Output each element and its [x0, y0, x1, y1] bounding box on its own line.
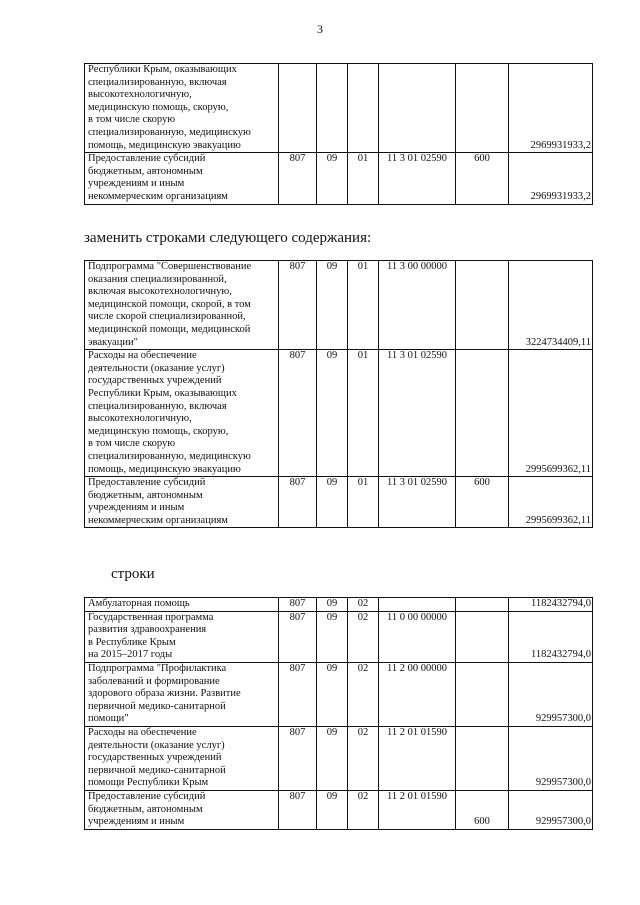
row-name: Подпрограмма "Совершенствование оказания специализированной, включая высокотехнологичную, медицинской помощи, скорой, в том числе скорой специализированной, медицинской помощи, медицинской эвакуации"	[85, 261, 279, 350]
row-name: Предоставление субсидий бюджетным, автономным учреждениям и иным некоммерческим организациям	[85, 153, 279, 204]
row-expense-type-code	[456, 611, 509, 662]
row-subsection-code	[348, 64, 379, 153]
row-expense-type-code: 600	[456, 153, 509, 204]
budget-table-next-rows	[84, 597, 593, 830]
row-target-article-code: 11 3 00 00000	[379, 261, 456, 350]
row-ministry-code: 807	[279, 350, 317, 477]
row-ministry-code: 807	[279, 662, 317, 726]
rows-caption: строки	[111, 566, 155, 582]
row-subsection-code: 02	[348, 726, 379, 790]
row-section-code: 09	[317, 662, 348, 726]
table-row	[85, 153, 593, 204]
table-row	[85, 662, 593, 726]
row-target-article-code: 11 3 01 02590	[379, 153, 456, 204]
table-row	[85, 64, 593, 153]
replace-caption: заменить строками следующего содержания:	[84, 230, 372, 246]
table-row	[85, 790, 593, 829]
row-expense-type-code	[456, 662, 509, 726]
row-amount: 1182432794,0	[509, 611, 593, 662]
row-name: Расходы на обеспечение деятельности (оказание услуг) государственных учреждений первичной медико-санитарной помощи Республики Крым	[85, 726, 279, 790]
row-name: Предоставление субсидий бюджетным, автономным учреждениям и иным	[85, 790, 279, 829]
row-section-code	[317, 64, 348, 153]
table-row	[85, 261, 593, 350]
row-subsection-code: 01	[348, 153, 379, 204]
row-name: Расходы на обеспечение деятельности (оказание услуг) государственных учреждений Республики Крым, оказывающих специализированную, включая высокотехнологичную, медицинскую помощь, скорую, в том числе скорую специализированную, медицинскую помощь, медицинскую эвакуацию	[85, 350, 279, 477]
row-name: Государственная программа развития здравоохранения в Республике Крым на 2015–2017 годы	[85, 611, 279, 662]
row-amount: 2995699362,11	[509, 350, 593, 477]
table-row	[85, 477, 593, 528]
row-expense-type-code: 600	[456, 790, 509, 829]
row-subsection-code: 02	[348, 662, 379, 726]
row-expense-type-code: 600	[456, 477, 509, 528]
row-amount: 3224734409,11	[509, 261, 593, 350]
table-row	[85, 598, 593, 612]
row-amount: 929957300,0	[509, 662, 593, 726]
row-ministry-code: 807	[279, 726, 317, 790]
row-amount: 929957300,0	[509, 790, 593, 829]
row-ministry-code: 807	[279, 790, 317, 829]
row-section-code: 09	[317, 611, 348, 662]
row-expense-type-code	[456, 350, 509, 477]
row-amount: 2969931933,2	[509, 64, 593, 153]
row-target-article-code: 11 0 00 00000	[379, 611, 456, 662]
table-row	[85, 350, 593, 477]
row-target-article-code	[379, 598, 456, 612]
row-subsection-code: 02	[348, 790, 379, 829]
row-ministry-code: 807	[279, 477, 317, 528]
row-target-article-code	[379, 64, 456, 153]
row-expense-type-code	[456, 726, 509, 790]
row-ministry-code: 807	[279, 611, 317, 662]
row-amount: 2969931933,2	[509, 153, 593, 204]
row-ministry-code: 807	[279, 153, 317, 204]
row-section-code: 09	[317, 477, 348, 528]
row-ministry-code	[279, 64, 317, 153]
row-name: Подпрограмма "Профилактика заболеваний и формирование здорового образа жизни. Развитие первичной медико-санитарной помощи"	[85, 662, 279, 726]
row-subsection-code: 02	[348, 611, 379, 662]
row-target-article-code: 11 3 01 02590	[379, 477, 456, 528]
row-expense-type-code	[456, 261, 509, 350]
row-target-article-code: 11 2 00 00000	[379, 662, 456, 726]
table-row	[85, 611, 593, 662]
budget-table-old-rows	[84, 63, 593, 205]
row-amount: 929957300,0	[509, 726, 593, 790]
row-name: Республики Крым, оказывающих специализированную, включая высокотехнологичную, медицинскую помощь, скорую, в том числе скорую специализированную, медицинскую помощь, медицинскую эвакуацию	[85, 64, 279, 153]
row-ministry-code: 807	[279, 261, 317, 350]
budget-table-new-rows	[84, 260, 593, 528]
row-section-code: 09	[317, 790, 348, 829]
row-subsection-code: 02	[348, 598, 379, 612]
row-section-code: 09	[317, 598, 348, 612]
row-section-code: 09	[317, 726, 348, 790]
row-expense-type-code	[456, 64, 509, 153]
row-section-code: 09	[317, 261, 348, 350]
row-amount: 2995699362,11	[509, 477, 593, 528]
row-section-code: 09	[317, 350, 348, 477]
row-target-article-code: 11 2 01 01590	[379, 790, 456, 829]
page-number: 3	[317, 22, 323, 36]
row-target-article-code: 11 3 01 02590	[379, 350, 456, 477]
row-name: Предоставление субсидий бюджетным, автономным учреждениям и иным некоммерческим организациям	[85, 477, 279, 528]
row-subsection-code: 01	[348, 477, 379, 528]
row-name: Амбулаторная помощь	[85, 598, 279, 612]
row-amount: 1182432794,0	[509, 598, 593, 612]
row-target-article-code: 11 2 01 01590	[379, 726, 456, 790]
table-row	[85, 726, 593, 790]
row-subsection-code: 01	[348, 261, 379, 350]
row-subsection-code: 01	[348, 350, 379, 477]
row-expense-type-code	[456, 598, 509, 612]
row-section-code: 09	[317, 153, 348, 204]
row-ministry-code: 807	[279, 598, 317, 612]
